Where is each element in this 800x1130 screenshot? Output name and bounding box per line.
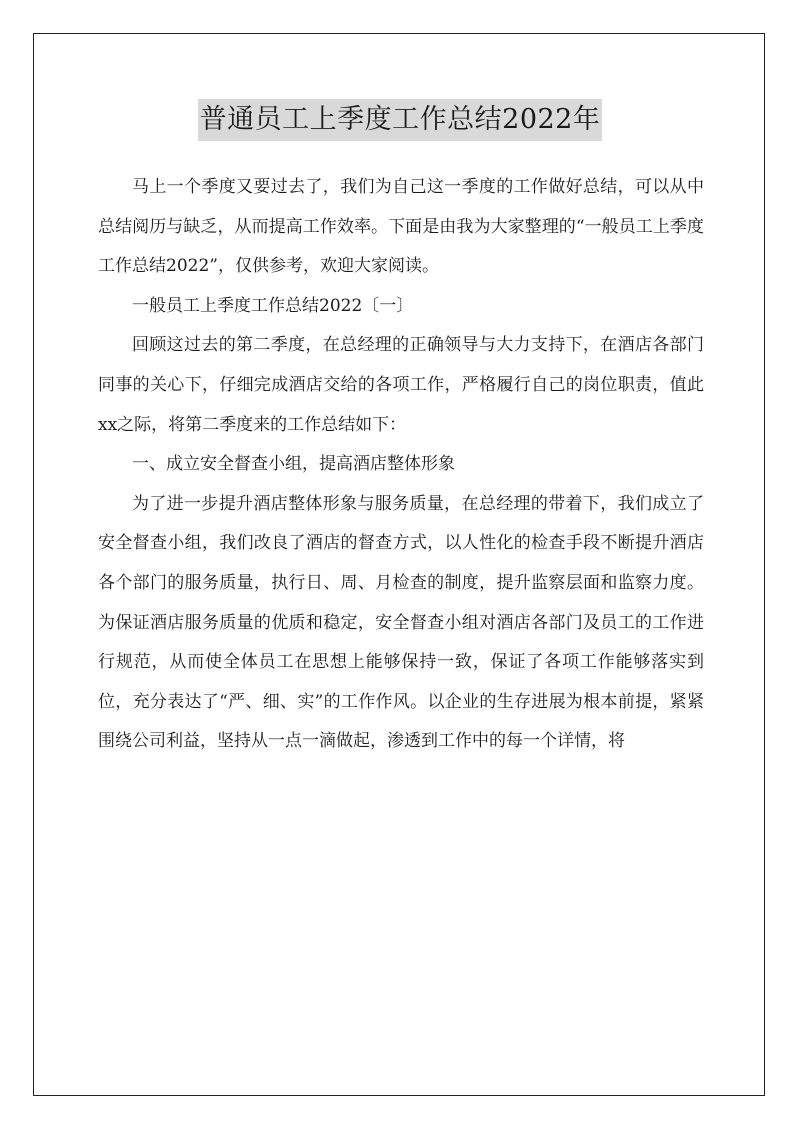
intro-paragraph: 马上一个季度又要过去了，我们为自己这一季度的工作做好总结，可以从中总结阅历与缺乏，从而提高工作效率。下面是由我为大家整理的“一般员工上季度工作总结2022”，仅供参考，欢迎大家阅读。 — [98, 177, 704, 277]
body-paragraph: 回顾这过去的第二季度，在总经理的正确领导与大力支持下，在酒店各部门同事的关心下，仔细完成酒店交给的各项工作，严格履行自己的岗位职责，值此xx之际，将第二季度来的工作总结如下： — [98, 335, 704, 435]
body-paragraph: 为了进一步提升酒店整体形象与服务质量，在总经理的带着下，我们成立了安全督查小组，我们改良了酒店的督查方式，以人性化的检查手段不断提升酒店各个部门的服务质量，执行日、周、月检查的制度，提升监察层面和监察力度。为保证酒店服务质量的优质和稳定，安全督查小组对酒店各部门及员工的工作进行规范，从而使全体员工在思想上能够保持一致，保证了各项工作能够落实到位，充分表达了“严、细、实”的工作作风。以企业的生存进展为根本前提，紧紧围绕公司利益，坚持从一点一滴做起，渗透到工作中的每一个详情，将 — [98, 493, 704, 752]
document-title: 普通员工上季度工作总结2022年 — [198, 99, 603, 141]
subsection-heading-1: 一、成立安全督查小组，提高酒店整体形象 — [132, 454, 455, 475]
title-container — [0, 99, 800, 141]
section-heading-1: 一般员工上季度工作总结2022〔一〕 — [132, 295, 414, 316]
document-body — [98, 168, 704, 762]
